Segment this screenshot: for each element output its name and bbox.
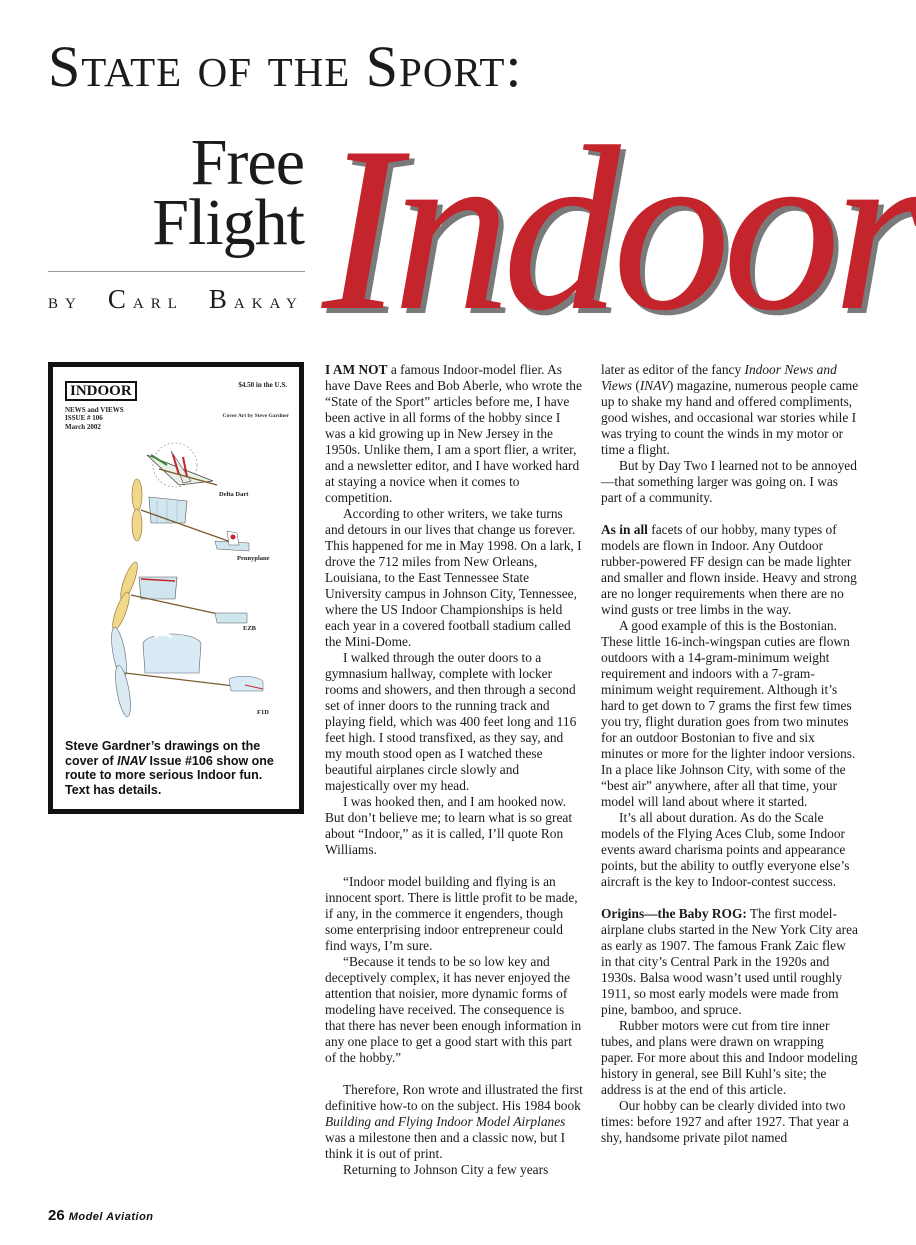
caption-italic: INAV bbox=[117, 753, 147, 768]
title-flight: Flight bbox=[152, 186, 304, 259]
cover-price: $4.50 in the U.S. bbox=[238, 381, 287, 389]
page-footer bbox=[48, 1207, 154, 1225]
paragraph bbox=[601, 906, 859, 1018]
page-number: 26 bbox=[48, 1207, 65, 1224]
figure-caption bbox=[65, 739, 290, 797]
paragraph: It’s all about duration. As do the Scale models of the Flying Aces Club, some Indoor events award charisma points and appearance points, but the ability to outfly everyone else’s aircraft is the key to Indoor-contest success. bbox=[601, 810, 850, 889]
pennyplane-drawing bbox=[132, 479, 249, 551]
paragraph: But by Day Two I learned not to be annoyed—that something larger was going on. I was part of a community. bbox=[601, 458, 857, 505]
paragraph: According to other writers, we take turns and detours in our lives that change us forever. This happened for me in May 1998. On a lark, I drove the 712 miles from New Orleans, Louisiana, to the East Tennessee State University campus in Johnson City, Tennessee, where the US Indoor Championships is held each year in a covered football stadium called the Mini-Dome. bbox=[325, 506, 582, 649]
cover-logo: INDOOR bbox=[65, 381, 137, 401]
label-ezb: EZB bbox=[243, 625, 257, 632]
label-f1d: F1D bbox=[257, 709, 269, 716]
byline-prefix: by bbox=[48, 288, 83, 313]
lead-in: As in all bbox=[601, 522, 648, 537]
magazine-cover bbox=[59, 373, 293, 729]
cover-date: March 2002 bbox=[65, 423, 101, 431]
paragraph: I was hooked then, and I am hooked now. But don’t believe me; to learn what is so great about “Indoor,” as it is called, I’ll quote Ron Williams. bbox=[325, 794, 573, 857]
paragraph: Our hobby can be clearly divided into two times: before 1927 and after 1927. That year a shy, handsome private pilot named bbox=[601, 1098, 849, 1145]
caption-text-end: Issue #106 show one route to more serious Indoor fun. Text has details. bbox=[65, 753, 274, 797]
cover-issue: ISSUE # 106 bbox=[65, 414, 103, 422]
quote-paragraph: “Because it tends to be so low key and deceptively complex, it has never enjoyed the attention that noisier, more dynamic forms of modeling have received. The consequence is that there has never been enough information in any one place to get a good start with this part of the hobby.” bbox=[325, 954, 582, 1065]
paragraph-text: later as editor of the fancy bbox=[601, 362, 745, 377]
paragraph bbox=[325, 362, 583, 506]
paragraph-text: ( bbox=[632, 378, 640, 393]
cover-figure bbox=[48, 362, 304, 814]
cover-subtitle: NEWS and VIEWS bbox=[65, 406, 124, 414]
byline-last-initial: B bbox=[208, 284, 234, 314]
article-column-2 bbox=[601, 362, 859, 1146]
title-rule bbox=[48, 271, 305, 272]
paragraph: A good example of this is the Bostonian. These little 16-inch-wingspan cuties are flown outdoors with a 14-gram-minimum weight requirement and indoors with a 7-gram-minimum weight requirement. Although it’s hard to get down to 7 grams the first few times you try, flight duration goes from two minutes for an outdoor Bostonian to five and six minutes or more for the lighter indoor versions. In a place like Johnson City, with some of the “best air” anywhere, after all that time, your model will land about where it started. bbox=[601, 618, 856, 809]
title-indoor: Indoor bbox=[322, 99, 916, 360]
lead-in: I AM NOT bbox=[325, 362, 388, 377]
f1d-drawing bbox=[109, 626, 263, 717]
paragraph-text: ) magazine, numerous people came up to shake my hand and offered compliments, good wishes, and occasional war stories while I was trying to count the winds in my motor or time a flight. bbox=[601, 378, 859, 457]
paragraph-text: was a milestone then and a classic now, but I think it is out of print. bbox=[325, 1130, 566, 1161]
paragraph: Rubber motors were cut from tire inner tubes, and plans were drawn on wrapping paper. For more about this and Indoor modeling history in general, see Bill Kuhl’s site; the address is at the end of this article. bbox=[601, 1018, 858, 1097]
paragraph: I walked through the outer doors to a gymnasium hallway, complete with locker rooms and showers, and then through a second set of inner doors to the running track and playing field, which was 400 feet long and 116 feet high. I stood transfixed, as they say, and my mouth stood open as I watched these beautiful airplanes circle slowly and majestically over my head. bbox=[325, 650, 577, 793]
byline bbox=[48, 284, 304, 315]
magazine-name: Model Aviation bbox=[68, 1211, 154, 1223]
magazine-abbr: INAV bbox=[639, 378, 669, 393]
byline-last-rest: akay bbox=[233, 288, 304, 313]
quote-paragraph: “Indoor model building and flying is an innocent sport. There is little profit to be made, if any, in the commerce it engenders, though some enterprising indoor entrepreneur could find ways, I’m sure. bbox=[325, 874, 578, 953]
magazine-title: Indoor News and Views bbox=[601, 362, 837, 393]
paragraph-text: The first model-airplane clubs started in the New York City area as early as 1907. The famous Frank Zaic flew in that city’s Central Park in the 1920s and 1930s. Balsa wood wasn’t used until roughly 1911, so most early models were made from pine, bamboo, and spruce. bbox=[601, 906, 858, 1017]
label-pennyplane: Pennyplane bbox=[237, 555, 270, 562]
delta-dart-drawing bbox=[147, 443, 217, 487]
byline-first-initial: C bbox=[107, 284, 133, 314]
subhead: Origins—the Baby ROG: bbox=[601, 906, 747, 921]
title-free: Free bbox=[190, 126, 304, 199]
label-delta-dart: Delta Dart bbox=[219, 491, 249, 498]
paragraph bbox=[601, 522, 859, 618]
paragraph-text: Therefore, Ron wrote and illustrated the first definitive how-to on the subject. His 1984 book bbox=[325, 1082, 583, 1113]
paragraph bbox=[601, 362, 859, 458]
cover-art-credit: Cover Art by Steve Gardner bbox=[222, 413, 289, 419]
book-title: Building and Flying Indoor Model Airplanes bbox=[325, 1114, 566, 1129]
paragraph-text: a famous Indoor-model flier. As have Dave Rees and Bob Aberle, who wrote the “State of the Sport” articles before me, I have been active in all forms of the hobby since I was a kid growing up in New Jersey in the 1950s. Unlike them, I am a sport flier, a writer, and a newsletter editor, and I have worked hard at staying a novice when it comes to competition. bbox=[325, 362, 582, 505]
paragraph bbox=[325, 1082, 583, 1162]
paragraph: Returning to Johnson City a few years bbox=[343, 1162, 549, 1177]
airplane-illustrations bbox=[59, 373, 293, 729]
ezb-drawing bbox=[109, 560, 247, 631]
paragraph-text: facets of our hobby, many types of models are flown in Indoor. Any Outdoor rubber-powered FF design can be made lighter and smaller and flown inside. Heavy and strong are no longer requirements when there are no wind gusts or tree limbs in the way. bbox=[601, 522, 857, 617]
section-kicker: State of the Sport: bbox=[48, 34, 523, 99]
article-column-1 bbox=[325, 362, 583, 1178]
caption-text: Steve Gardner’s drawings on the cover of bbox=[65, 739, 261, 768]
byline-first-rest: arl bbox=[132, 288, 184, 313]
